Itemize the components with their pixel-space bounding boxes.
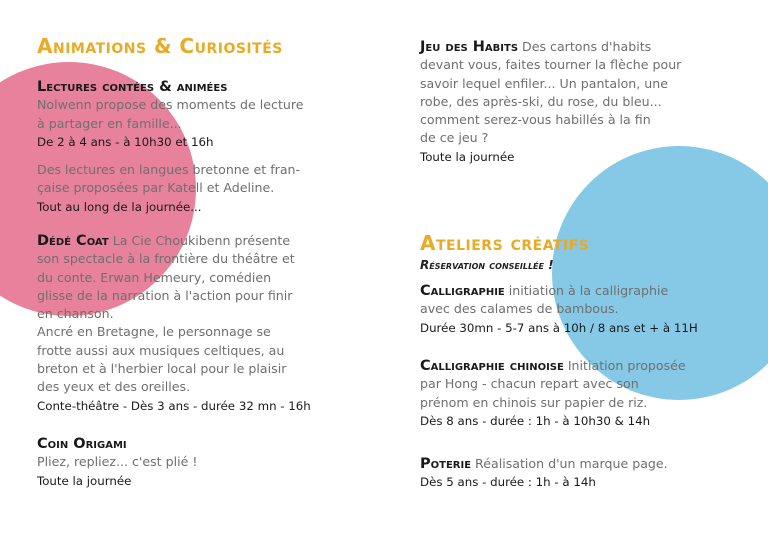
habits-desc-5: de ce jeu ? xyxy=(420,130,489,146)
calligraphie-intro: initiation à la calligraphie xyxy=(504,283,669,298)
dede-desc-1: son spectacle à la frontière du théâtre et xyxy=(37,251,295,267)
calligraphie-title: Calligraphie xyxy=(420,283,505,299)
dede-desc-8: des yeux et des oreilles. xyxy=(37,379,191,395)
dede-desc-4: en chanson. xyxy=(37,306,114,322)
dede-desc-2: du conte. Erwan Hemeury, comédien xyxy=(37,269,272,285)
calligraphie-info: Durée 30mn - 5-7 ans à 10h / 8 ans et + à 11H xyxy=(420,320,698,335)
section-title-ateliers: Ateliers créatifs xyxy=(420,231,590,255)
lectures-desc-1: Nolwenn propose des moments de lecture xyxy=(37,97,304,113)
dede-info: Conte-théâtre - Dès 3 ans - durée 32 mn - 16h xyxy=(37,398,311,413)
chinoise-info: Dès 8 ans - durée : 1h - à 10h30 & 14h xyxy=(420,413,651,428)
lectures-info-2: Tout au long de la journée... xyxy=(37,199,202,214)
dede-title: Dédé Coat xyxy=(37,233,109,249)
reservation-note: Réservation conseillée ! xyxy=(420,258,554,272)
chinoise-desc-1: par Hong - chacun repart avec son xyxy=(420,376,639,392)
calligraphie-block xyxy=(420,282,750,337)
chinoise-block xyxy=(420,357,750,430)
habits-info: Toute la journée xyxy=(420,149,515,164)
lectures-title: Lectures contées & animées xyxy=(37,79,228,95)
dede-desc-5: Ancré en Bretagne, le personnage se xyxy=(37,324,271,340)
habits-intro: Des cartons d'habits xyxy=(518,39,652,54)
habits-title: Jeu des Habits xyxy=(420,39,519,55)
chinoise-intro: Initiation proposée xyxy=(563,358,686,373)
calligraphie-desc-1: avec des calames de bambous. xyxy=(420,301,619,317)
chinoise-desc-2: prénom en chinois sur papier de riz. xyxy=(420,394,648,410)
habits-desc-1: devant vous, faites tourner la flèche pour xyxy=(420,57,682,73)
origami-block xyxy=(37,435,367,490)
origami-info: Toute la journée xyxy=(37,473,132,488)
habits-desc-3: robe, des après-ski, du rose, du bleu... xyxy=(420,93,662,109)
dede-desc-7: breton et à l'herbier local pour le plaisir xyxy=(37,361,287,377)
dede-block xyxy=(37,232,367,415)
lectures-info-1: De 2 à 4 ans - à 10h30 et 16h xyxy=(37,134,214,149)
habits-desc-2: savoir lequel enfiler... Un pantalon, une xyxy=(420,75,668,91)
dede-desc-3: glisse de la narration à l'action pour finir xyxy=(37,287,293,303)
chinoise-title: Calligraphie chinoise xyxy=(420,358,564,374)
lectures-desc-3: Des lectures en langues bretonne et fran- xyxy=(37,162,301,178)
lectures-desc-4: çaise proposées par Katell et Adeline. xyxy=(37,180,275,196)
origami-desc: Pliez, repliez... c'est plié ! xyxy=(37,454,198,470)
habits-desc-4: comment serez-vous habillés à la fin xyxy=(420,112,651,128)
origami-title: Coin Origami xyxy=(37,436,127,452)
poterie-block xyxy=(420,455,750,492)
dede-desc-6: frotte aussi aux musiques celtiques, au xyxy=(37,342,285,358)
habits-block xyxy=(420,38,750,166)
dede-intro: La Cie Choukibenn présente xyxy=(108,233,291,248)
poterie-title: Poterie xyxy=(420,456,472,472)
section-title-animations: Animations & Curiosités xyxy=(37,34,283,58)
poterie-intro: Réalisation d'un marque page. xyxy=(471,456,668,471)
lectures-block xyxy=(37,78,367,216)
poterie-info: Dès 5 ans - durée : 1h - à 14h xyxy=(420,475,596,490)
lectures-desc-2: à partager en famille... xyxy=(37,115,182,131)
